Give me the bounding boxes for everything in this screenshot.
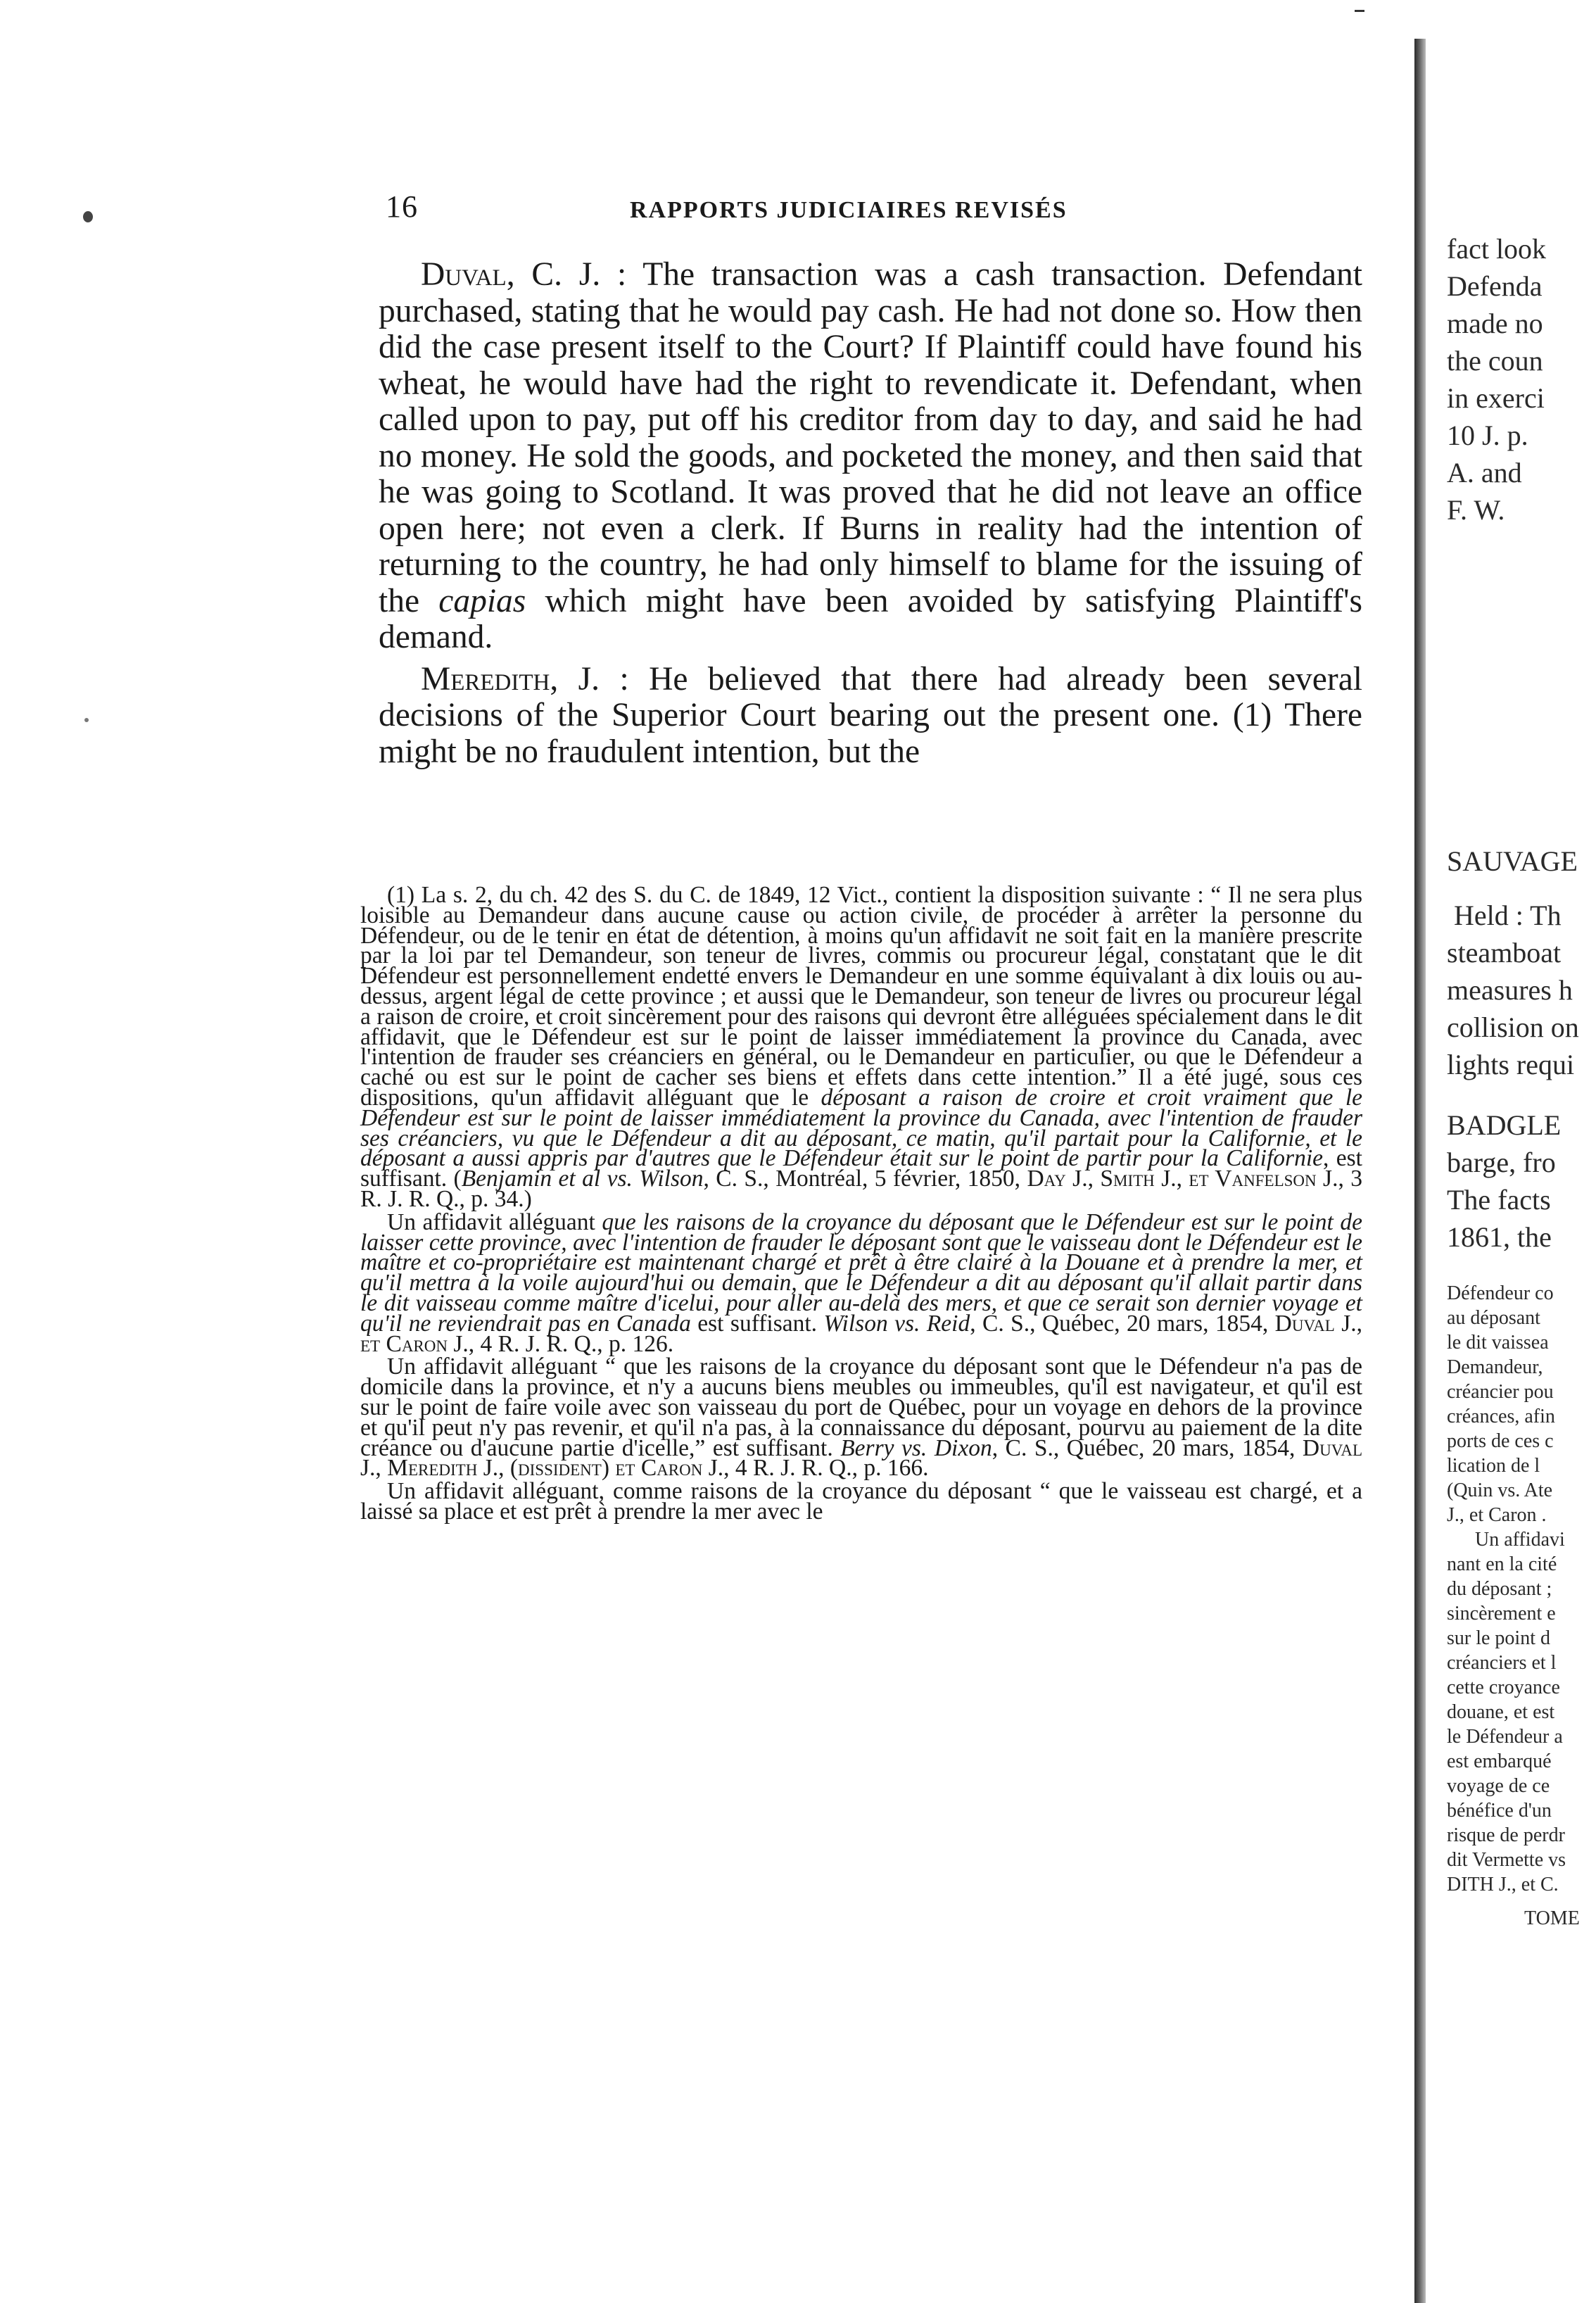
right-page-line: créances, afin <box>1447 1406 1555 1427</box>
paragraph-meredith <box>379 662 1362 771</box>
footnote-text: , C. S., Québec, 20 mars, 1854, <box>992 1434 1303 1461</box>
right-page-line: made no <box>1447 308 1543 339</box>
right-page-line: barge, fro <box>1447 1147 1556 1178</box>
right-page-line: lication de l <box>1447 1455 1540 1477</box>
page-number: 16 <box>386 189 418 224</box>
footnote-text: Un affidavit alléguant <box>387 1209 602 1235</box>
citation: , 3 R. J. R. Q., p. 34.) <box>360 1166 1362 1212</box>
footnote-italic: déposant a raison de croire et croit vraiment que le Défendeur est sur le point de laisser immédiatement la province du Canada, avec l'intention de frauder ses créanciers, vu que le Défendeur a dit au déposant, ce matin, qu'il partait pour la Californie, et le déposant a aussi appris par d'autres que le Défendeur était sur le point de partir pour la Californie <box>360 1084 1362 1172</box>
right-page-line: Defenda <box>1447 270 1543 302</box>
footnote-text: , est suffisant. ( <box>360 1145 1362 1192</box>
right-page-line: J., et Caron . <box>1447 1504 1547 1526</box>
right-page-line: (Quin vs. Ate <box>1447 1479 1553 1501</box>
page-fold-shadow <box>1414 39 1426 2303</box>
footnote-text: Un affidavit alléguant, comme raisons de la croyance du déposant “ que le vaisseau est chargé, et a laissé sa place et est prêt à prendre la mer avec le <box>360 1478 1362 1525</box>
right-page-line: voyage de ce <box>1447 1775 1550 1797</box>
judge-name: Duval <box>421 256 507 293</box>
paragraph-text: , C. J. : The transaction was a cash transaction. Defendant purchased, stating that he would pay cash. He had not done so. How then did the case present itself to the Court? If Plaintiff could have found his wheat, he would have had the right to revendicate it. Defendant, when called upon to pay, put off his creditor from day to day, and said he had no money. He sold the goods, and pocketed the money, and then said that he was going to Scotland. It was proved that he did not leave an office open here; not even a clerk. If Burns in reality had the intention of returning to the country, he had only himself to blame for the issuing of the <box>379 256 1362 619</box>
citation: , 4 R. J. R. Q., p. 126. <box>468 1330 674 1357</box>
judges: Duval J., et Caron J. <box>360 1310 1362 1357</box>
right-page-line: sincèrement e <box>1447 1603 1556 1624</box>
margin-speck <box>83 211 93 222</box>
top-mark <box>1355 10 1364 12</box>
right-page-line: SAUVAGE <box>1447 845 1578 877</box>
right-page-line: TOME <box>1524 1907 1580 1929</box>
citation: , 4 R. J. R. Q., p. 166. <box>723 1455 929 1482</box>
case-name: Benjamin et al vs. Wilson <box>461 1166 704 1192</box>
right-page-line: le Défendeur a <box>1447 1726 1563 1748</box>
judges: Duval J., Meredith J., (dissident) et Caron J. <box>360 1434 1362 1482</box>
paragraph-text: , J. : He believed that there had already been several decisions of the Superior Court bearing out the present one. (1) There might be no fraudulent intention, but the <box>379 660 1362 770</box>
judge-name: Meredith <box>421 660 550 698</box>
right-page-fragment <box>1426 39 1596 2303</box>
right-page-line: Held : Th <box>1454 900 1562 931</box>
right-page-line: BADGLE <box>1447 1109 1562 1141</box>
right-page-line: sur le point d <box>1447 1627 1550 1649</box>
footnote-text: est suffisant. <box>690 1310 824 1337</box>
right-page-line: du déposant ; <box>1447 1578 1552 1600</box>
right-page-line: measures h <box>1447 974 1573 1006</box>
footnote-1 <box>360 882 1362 1212</box>
footnote-italic: que les raisons de la croyance du déposant que le Défendeur est sur le point de laisser cette province, avec l'intention de frauder le déposant sont que le vaisseau dont le Défendeur est le maître et co-propriétaire est maintenant chargé et prêt à être clairé à la Douane et à prendre la mer, et qu'il mettra à la voile aujourd'hui ou demain, que le Défendeur a dit au déposant qu'il allait partir dans le dit vaisseau comme maître d'icelui, pour aller au-delà des mers, et que ce serait son dernier voyage et qu'il ne reviendrait pas en Canada <box>360 1209 1362 1337</box>
right-page-line: douane, et est <box>1447 1701 1555 1723</box>
right-page-line: nant en la cité <box>1447 1553 1557 1575</box>
paragraph-duval <box>379 257 1362 656</box>
right-page-line: créancier pou <box>1447 1381 1554 1403</box>
right-page-line: F. W. <box>1447 494 1505 526</box>
running-head: RAPPORTS JUDICIAIRES REVISÉS <box>630 197 1068 223</box>
footnotes <box>360 882 1362 1525</box>
right-page-line: collision on <box>1447 1011 1579 1043</box>
right-page-line: au déposant <box>1447 1307 1540 1329</box>
case-name: Berry vs. Dixon <box>840 1434 992 1461</box>
footnote-text: , C. S., Montréal, 5 février, 1850, <box>703 1166 1027 1192</box>
paragraph-text-end: which might have been avoided by satisfying Plaintiff's demand. <box>379 582 1362 655</box>
right-page-line: risque de perdr <box>1447 1824 1565 1846</box>
right-page-line: est embarqué <box>1447 1750 1552 1772</box>
right-page-line: créanciers et l <box>1447 1652 1557 1674</box>
right-page-line: the coun <box>1447 345 1543 377</box>
right-page-line: 1861, the <box>1447 1221 1552 1253</box>
margin-speck-small <box>84 718 89 722</box>
right-page-line: Demandeur, <box>1447 1356 1543 1378</box>
italic-term: capias <box>438 582 526 619</box>
right-page-line: dit Vermette vs <box>1447 1849 1566 1871</box>
right-page-line: DITH J., et C. <box>1447 1874 1559 1895</box>
right-page-line: cette croyance <box>1447 1677 1560 1698</box>
right-page-line: bénéfice d'un <box>1447 1800 1552 1822</box>
right-page-line: 10 J. p. <box>1447 419 1528 451</box>
right-page-line: fact look <box>1447 233 1547 265</box>
right-page-line: lights requi <box>1447 1049 1575 1080</box>
right-page-line: in exerci <box>1447 382 1545 414</box>
right-page-line: A. and <box>1447 457 1522 488</box>
right-page-line: le dit vaissea <box>1447 1332 1549 1354</box>
right-page-line: Défendeur co <box>1447 1282 1554 1304</box>
footnote-3 <box>360 1354 1362 1482</box>
footnote-4 <box>360 1478 1362 1525</box>
right-page-line: ports de ces c <box>1447 1430 1554 1452</box>
case-name: Wilson vs. Reid <box>823 1310 970 1337</box>
right-page-line: The facts <box>1447 1184 1551 1216</box>
right-page-line: Un affidavi <box>1475 1529 1565 1551</box>
footnote-text: Un affidavit alléguant “ que les raisons de la croyance du déposant sont que le Défendeur n'a pas de domicile dans la province, et n'y a aucuns biens meubles ou immeubles, qu'il est navigateur, et qu'il est sur le point de faire voile avec son vaisseau du port de Québec, pour un voyage en dehors de la province et qu'il peut n'y pas revenir, et qu'il n'a pas, à la connaissance du déposant, pourvu au paiement de la dite créance ou d'aucune partie d'icelle,” est suffisant. <box>360 1354 1362 1461</box>
right-page-line: steamboat <box>1447 937 1562 968</box>
judges: Day J., Smith J., et Vanfelson J. <box>1027 1166 1338 1192</box>
body-text <box>379 257 1362 770</box>
footnote-2 <box>360 1209 1362 1357</box>
footnote-text: , C. S., Québec, 20 mars, 1854, <box>970 1310 1275 1337</box>
footnote-text: (1) La s. 2, du ch. 42 des S. du C. de 1849, 12 Vict., contient la disposition suivante : “ Il ne sera plus loisible au Demandeur dans aucune cause ou action civile, de procéder à arrêter la personne du Défendeur, ou de le tenir en état de détention, à moins qu'un affidavit ne soit fait en la manière prescrite par la loi par tel Demandeur, son teneur de livres, commis ou procureur légal, constatant que le dit Défendeur est personnellement endetté envers le Demandeur en une somme équivalant à dix louis ou au-dessus, argent légal de cette province ; et aussi que le Demandeur, son teneur de livres ou procureur légal a raison de croire, et croit sincèrement pour des raisons qui devront être alléguées spécialement dans le dit affidavit, que le Défendeur est sur le point de laisser immédiatement la province du Canada, avec l'intention de frauder ses créanciers en général, ou le Demandeur en particulier, ou que le Défendeur a caché ou est sur le point de cacher ses biens et effets dans cette intention.” Il a été jugé, sous ces dispositions, qu'un affidavit alléguant que le <box>360 882 1362 1111</box>
